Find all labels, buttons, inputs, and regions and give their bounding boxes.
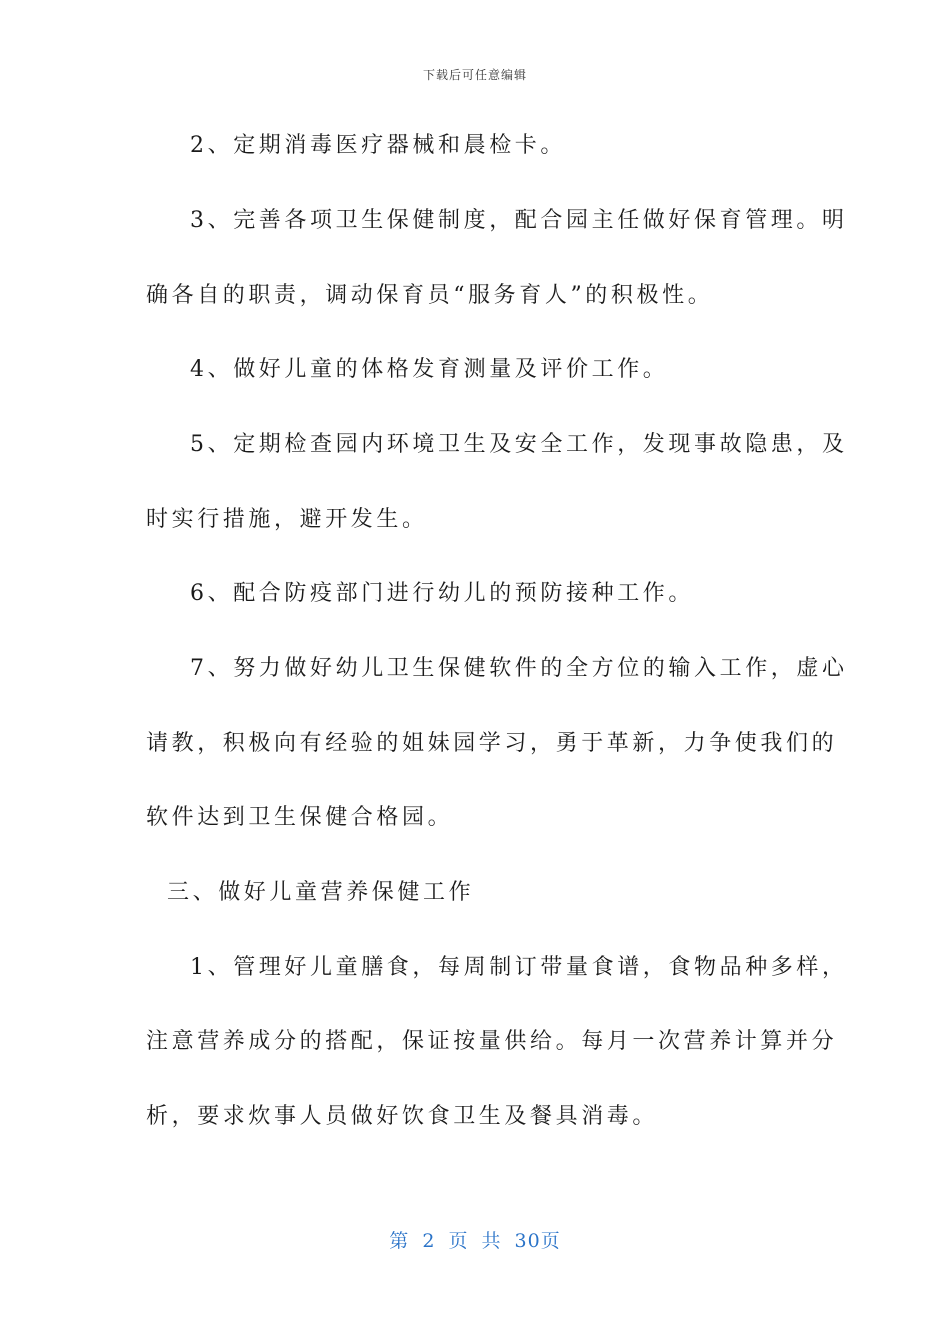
paragraph-line: 请教，积极向有经验的姐妹园学习，勇于革新，力争使我们的 [146,731,838,756]
section-heading: 三、做好儿童营养保健工作 [167,880,475,905]
paragraph-line: 时实行措施，避开发生。 [146,507,428,532]
paragraph-line: 3、完善各项卫生保健制度，配合园主任做好保育管理。明 [190,208,848,233]
paragraph-line: 7、努力做好幼儿卫生保健软件的全方位的输入工作，虚心 [190,656,848,681]
paragraph-line: 5、定期检查园内环境卫生及安全工作，发现事故隐患，及 [190,432,848,457]
paragraph-line: 注意营养成分的搭配，保证按量供给。每月一次营养计算并分 [146,1029,838,1054]
paragraph-line: 4、做好儿童的体格发育测量及评价工作。 [190,357,669,382]
paragraph-line: 析，要求炊事人员做好饮食卫生及餐具消毒。 [146,1104,659,1129]
paragraph-line: 6、配合防疫部门进行幼儿的预防接种工作。 [190,581,694,606]
paragraph-line: 软件达到卫生保健合格园。 [146,805,454,830]
header-note: 下载后可任意编辑 [422,68,527,82]
paragraph-line: 确各自的职责，调动保育员“服务育人”的积极性。 [146,283,714,308]
page-number-footer: 第 2 页 共 30页 [389,1230,561,1252]
paragraph-line: 2、定期消毒医疗器械和晨检卡。 [190,133,566,158]
paragraph-line: 1、管理好儿童膳食，每周制订带量食谱，食物品种多样， [190,955,848,980]
